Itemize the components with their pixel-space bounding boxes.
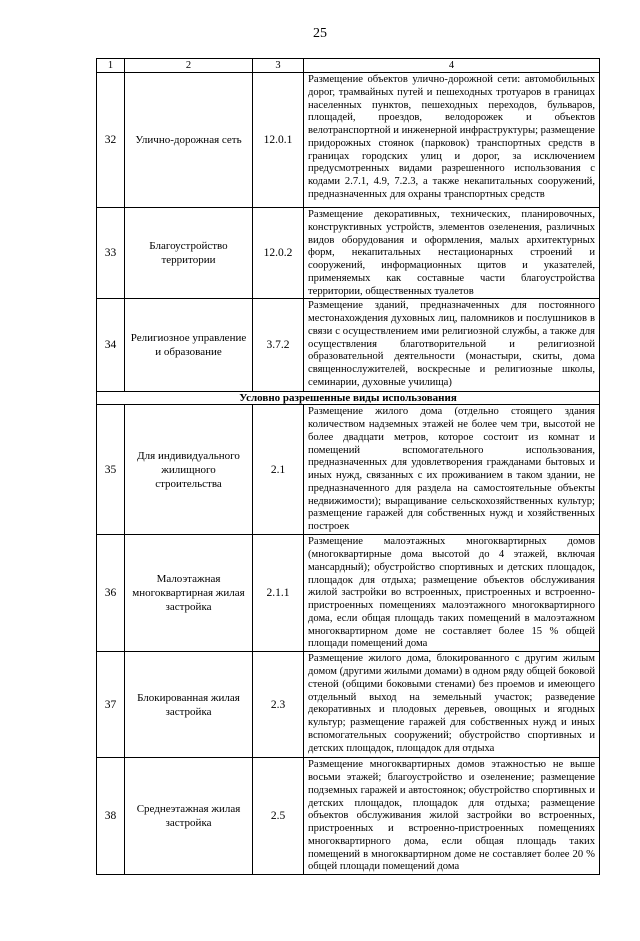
- header-cell-1: 1: [97, 59, 125, 73]
- use-code: 2.3: [253, 652, 304, 758]
- table-row: [97, 208, 600, 299]
- use-name: Для индивидуального жилищного строительства: [125, 405, 253, 535]
- use-name: Религиозное управление и образование: [125, 299, 253, 392]
- use-description: Размещение декоративных, технических, планировочных, конструктивных устройств, элементов озеленения, различных видов оборудования и оформления, малых архитектурных форм, некапитальных нестационарных строений и сооружений, информационных щитов и указателей, применяемых как составные части благоустройства территории, общественных туалетов: [304, 208, 600, 299]
- table-row: [97, 758, 600, 875]
- use-code: 3.7.2: [253, 299, 304, 392]
- row-number: 37: [97, 652, 125, 758]
- row-number: 34: [97, 299, 125, 392]
- row-number: 36: [97, 535, 125, 652]
- use-name: Благоустройство территории: [125, 208, 253, 299]
- use-description: Размещение малоэтажных многоквартирных домов (многоквартирные дома высотой до 4 этажей, включая мансардный); обустройство спортивных и детских площадок, площадок для отдыха; размещение объектов обслуживания жилой застройки во встроенных, пристроенных и встроенно-пристроенных помещениях малоэтажного многоквартирного дома, если общая площадь таких помещений в малоэтажном многоквартирном доме не составляет более 15 % общей площади помещений дома: [304, 535, 600, 652]
- row-number: 35: [97, 405, 125, 535]
- table-row: [97, 535, 600, 652]
- use-code: 2.5: [253, 758, 304, 875]
- table-row: [97, 73, 600, 208]
- use-name: Среднеэтажная жилая застройка: [125, 758, 253, 875]
- table-row: [97, 652, 600, 758]
- row-number: 38: [97, 758, 125, 875]
- use-description: Размещение зданий, предназначенных для постоянного местонахождения духовных лиц, паломников и послушников в связи с осуществлением ими религиозной службы, а также для осуществления благотворительной и религиозной образовательной деятельности (монастыри, скиты, дома священнослужителей, воскресные и религиозные школы, семинарии, духовные училища): [304, 299, 600, 392]
- land-use-table: [96, 58, 600, 875]
- use-description: Размещение жилого дома (отдельно стоящего здания количеством надземных этажей не более чем три, высотой не более двадцати метров, которое состоит из комнат и помещений вспомогательного использования, предназначенных для удовлетворения гражданами бытовых и иных нужд, связанных с их проживанием в таком здании, не предназначенного для раздела на самостоятельные объекты недвижимости); выращивание сельскохозяйственных культур; размещение гаражей для собственных нужд и хозяйственных построек: [304, 405, 600, 535]
- section-row: [97, 392, 600, 405]
- row-number: 33: [97, 208, 125, 299]
- table-header-row: [97, 59, 600, 73]
- use-name: Улично-дорожная сеть: [125, 73, 253, 208]
- header-cell-2: 2: [125, 59, 253, 73]
- use-code: 2.1.1: [253, 535, 304, 652]
- row-number: 32: [97, 73, 125, 208]
- use-description: Размещение многоквартирных домов этажностью не выше восьми этажей; благоустройство и озеленение; размещение подземных гаражей и автостоянок; обустройство спортивных и детских площадок, площадок для отдыха; размещение объектов обслуживания жилой застройки во встроенных, пристроенных и встроенно-пристроенных помещениях многоквартирного дома, если общая площадь таких помещений в многоквартирном доме не составляет более 20 % общей площади помещений дома: [304, 758, 600, 875]
- use-code: 12.0.1: [253, 73, 304, 208]
- header-cell-4: 4: [304, 59, 600, 73]
- table-row: [97, 299, 600, 392]
- use-name: Малоэтажная многоквартирная жилая застройка: [125, 535, 253, 652]
- header-cell-3: 3: [253, 59, 304, 73]
- table-row: [97, 405, 600, 535]
- use-description: Размещение объектов улично-дорожной сети: автомобильных дорог, трамвайных путей и пешеходных тротуаров в границах населенных пунктов, пешеходных переходов, бульваров, площадей, проездов, велодорожек и объектов велотранспортной и инженерной инфраструктуры; размещение придорожных стоянок (парковок) транспортных средств в границах городских улиц и дорог, за исключением предусмотренных видами разрешенного использования с кодами 2.7.1, 4.9, 7.2.3, а также некапитальных сооружений, предназначенных для охраны транспортных средств: [304, 73, 600, 208]
- use-code: 2.1: [253, 405, 304, 535]
- use-code: 12.0.2: [253, 208, 304, 299]
- page-number: 25: [313, 26, 327, 41]
- section-title: Условно разрешенные виды использования: [97, 392, 600, 405]
- use-description: Размещение жилого дома, блокированного с другим жилым домом (другими жилыми домами) в одном ряду общей боковой стеной (общими боковыми стенами) без проемов и имеющего отдельный выход на земельный участок; разведение декоративных и плодовых деревьев, овощных и ягодных культур; размещение гаражей для собственных нужд и иных вспомогательных сооружений; обустройство спортивных и детских площадок, площадок для отдыха: [304, 652, 600, 758]
- use-name: Блокированная жилая застройка: [125, 652, 253, 758]
